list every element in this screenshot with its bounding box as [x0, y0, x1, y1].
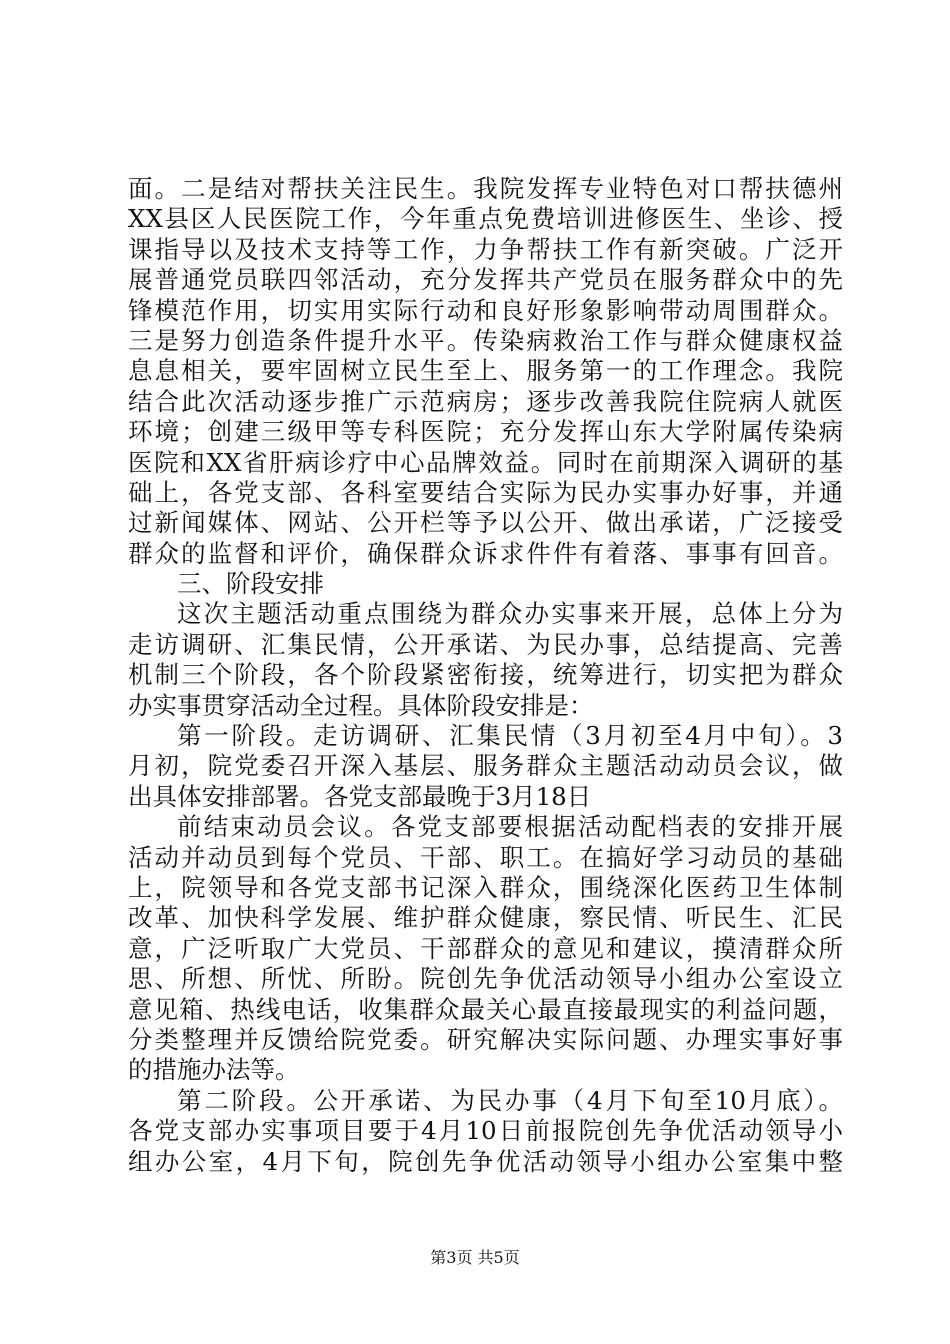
- text-line: 办实事贯穿活动全过程。具体阶段安排是：: [128, 690, 594, 720]
- text-line: 上，院领导和各党支部书记深入群众，围绕深化医药卫生体制: [128, 872, 843, 902]
- page-number: 第3页 共5页: [430, 1248, 520, 1267]
- text-line: 的措施办法等。: [128, 1055, 300, 1085]
- text-line: 三是努力创造条件提升水平。传染病救治工作与群众健康权益: [128, 325, 843, 355]
- text-line: 这次主题活动重点围绕为群众办实事来开展，总体上分为: [177, 599, 843, 629]
- text-line: 环境；创建三级甲等专科医院；充分发挥山东大学附属传染病: [128, 417, 843, 447]
- text-line: 结合此次活动逐步推广示范病房；逐步改善我院住院病人就医: [128, 386, 843, 416]
- text-line: 课指导以及技术支持等工作，力争帮扶工作有新突破。广泛开: [128, 234, 843, 264]
- text-line: 第二阶段。公开承诺、为民办事（4月下旬至10月底）。: [177, 1085, 843, 1115]
- text-line: 医院和XX省肝病诊疗中心品牌效益。同时在前期深入调研的基: [128, 447, 843, 477]
- text-line: 活动并动员到每个党员、干部、职工。在搞好学习动员的基础: [128, 842, 843, 872]
- text-line: 前结束动员会议。各党支部要根据活动配档表的安排开展: [177, 812, 843, 842]
- text-line: 展普通党员联四邻活动，充分发挥共产党员在服务群众中的先: [128, 265, 843, 295]
- text-line: XX县区人民医院工作，今年重点免费培训进修医生、坐诊、授: [128, 204, 843, 234]
- text-line: 过新闻媒体、网站、公开栏等予以公开、做出承诺，广泛接受: [128, 508, 843, 538]
- text-line: 础上，各党支部、各科室要结合实际为民办实事办好事，并通: [128, 477, 843, 507]
- text-line: 思、所想、所忧、所盼。院创先争优活动领导小组办公室设立: [128, 964, 843, 994]
- section-heading: 三、阶段安排: [177, 569, 324, 599]
- text-line: 息息相关，要牢固树立民生至上、服务第一的工作理念。我院: [128, 356, 843, 386]
- text-line: 机制三个阶段，各个阶段紧密衔接，统筹进行，切实把为群众: [128, 660, 843, 690]
- text-line: 组办公室，4月下旬，院创先争优活动领导小组办公室集中整: [128, 1146, 843, 1176]
- text-line: 意，广泛听取广大党员、干部群众的意见和建议，摸清群众所: [128, 933, 843, 963]
- text-line: 月初，院党委召开深入基层、服务群众主题活动动员会议，做: [128, 751, 843, 781]
- text-line: 第一阶段。走访调研、汇集民情（3月初至4月中旬）。3: [177, 721, 843, 751]
- text-line: 各党支部办实事项目要于4月10日前报院创先争优活动领导小: [128, 1116, 843, 1146]
- text-line: 改革、加快科学发展、维护群众健康，察民情、听民生、汇民: [128, 903, 843, 933]
- text-line: 锋模范作用，切实用实际行动和良好形象影响带动周围群众。: [128, 295, 843, 325]
- body-text: [128, 174, 843, 1177]
- text-line: 分类整理并反馈给院党委。研究解决实际问题、办理实事好事: [128, 1024, 843, 1054]
- text-line: 意见箱、热线电话，收集群众最关心最直接最现实的利益问题，: [128, 994, 843, 1024]
- text-line: 出具体安排部署。各党支部最晚于3月18日: [128, 781, 592, 811]
- text-line: 走访调研、汇集民情，公开承诺、为民办事，总结提高、完善: [128, 629, 843, 659]
- text-line: 群众的监督和评价，确保群众诉求件件有着落、事事有回音。: [128, 538, 843, 568]
- text-line: 面。二是结对帮扶关注民生。我院发挥专业特色对口帮扶德州: [128, 174, 843, 203]
